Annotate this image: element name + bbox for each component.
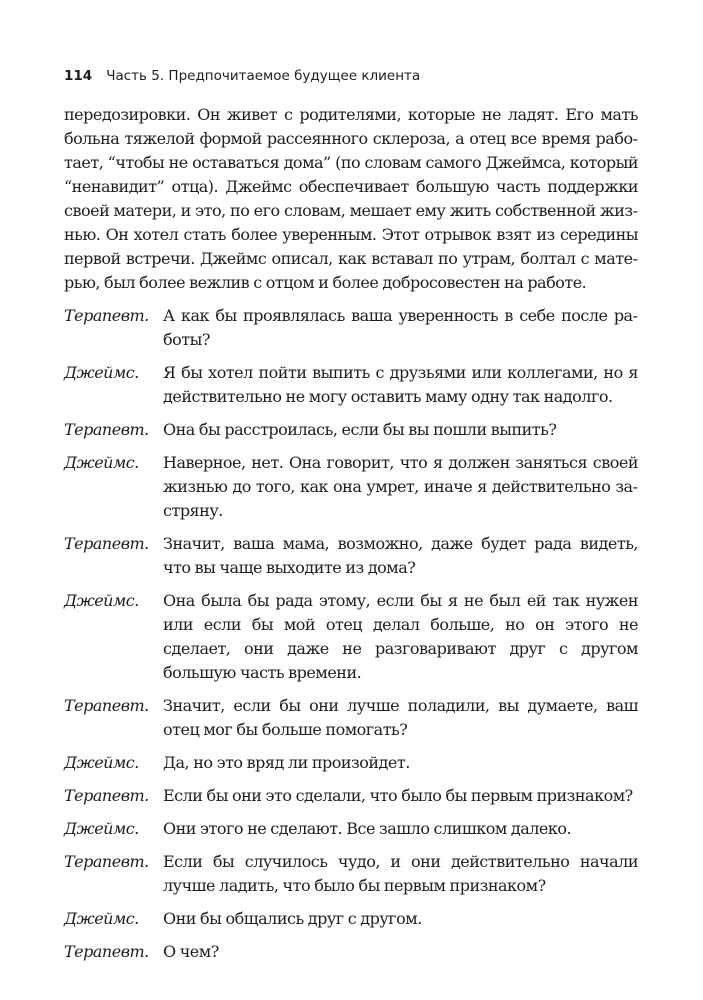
dialogue-turn	[64, 817, 638, 841]
dialogue-turn	[64, 907, 638, 931]
dialogue-turn	[64, 751, 638, 775]
dialogue-turn	[64, 850, 638, 898]
dialogue-transcript	[64, 304, 638, 964]
speaker-label: Джеймс.	[64, 591, 139, 610]
utterance-text: Они этого не сделают. Все зашло слишком далеко.	[163, 819, 572, 838]
speaker-label: Терапевт.	[64, 852, 149, 871]
utterance-text: О чем?	[163, 942, 219, 961]
running-header	[64, 66, 644, 86]
speaker-label: Джеймс.	[64, 453, 139, 472]
utterance-text: Она была бы рада этому, если бы я не был ей так нужен или если бы мой отец делал больше, но он этого не сделает, они даже не разговаривают друг с другом большую часть времени.	[163, 591, 638, 682]
utterance-text: Если бы случилось чудо, и они действительно начали лучше ладить, что было бы первым признаком?	[163, 852, 638, 895]
dialogue-turn	[64, 694, 638, 742]
dialogue-turn	[64, 418, 638, 442]
intro-paragraph: передозировки. Он живет с родителями, которые не ладят. Его мать больна тяжелой формой рассеянного склероза, а отец все время работает, “чтобы не оставаться дома” (по словам самого Джеймса, который “ненавидит” отца). Джеймс обеспечивает большую часть поддержки своей матери, и это, по его словам, мешает ему жить собственной жизнью. Он хотел стать более уверенным. Этот отрывок взят из середины первой встречи. Джеймс описал, как вставал по утрам, болтал с матерью, был более вежлив с отцом и более добросовестен на работе.	[64, 105, 638, 292]
speaker-label: Терапевт.	[64, 942, 149, 961]
speaker-label: Терапевт.	[64, 786, 149, 805]
speaker-label: Джеймс.	[64, 753, 139, 772]
utterance-text: Значит, если бы они лучше поладили, вы думаете, ваш отец мог бы больше помогать?	[163, 696, 638, 739]
body-text	[64, 103, 638, 973]
utterance-text: Да, но это вряд ли произойдет.	[163, 753, 410, 772]
dialogue-turn	[64, 304, 638, 352]
dialogue-turn	[64, 451, 638, 523]
utterance-text: Они бы общались друг с другом.	[163, 909, 422, 928]
dialogue-turn	[64, 784, 638, 808]
speaker-label: Джеймс.	[64, 819, 139, 838]
utterance-text: Значит, ваша мама, возможно, даже будет рада видеть, что вы чаще выходите из дома?	[163, 534, 638, 577]
speaker-label: Джеймс.	[64, 909, 139, 928]
utterance-text: Наверное, нет. Она говорит, что я должен заняться своей жизнью до того, как она умрет, иначе я действительно застряну.	[163, 453, 638, 520]
dialogue-turn	[64, 940, 638, 964]
utterance-text: Я бы хотел пойти выпить с друзьями или коллегами, но я действительно не могу оставить маму одну так надолго.	[163, 363, 638, 406]
speaker-label: Джеймс.	[64, 363, 139, 382]
speaker-label: Терапевт.	[64, 696, 149, 715]
utterance-text: Она бы расстроилась, если бы вы пошли выпить?	[163, 420, 557, 439]
page-number: 114	[64, 68, 93, 84]
dialogue-turn	[64, 361, 638, 409]
utterance-text: Если бы они это сделали, что было бы первым признаком?	[163, 786, 633, 805]
dialogue-turn	[64, 589, 638, 685]
speaker-label: Терапевт.	[64, 306, 149, 325]
speaker-label: Терапевт.	[64, 534, 149, 553]
speaker-label: Терапевт.	[64, 420, 149, 439]
utterance-text: А как бы проявлялась ваша уверенность в себе после работы?	[163, 306, 638, 349]
dialogue-turn	[64, 532, 638, 580]
running-title: Часть 5. Предпочитаемое будущее клиента	[106, 68, 421, 84]
